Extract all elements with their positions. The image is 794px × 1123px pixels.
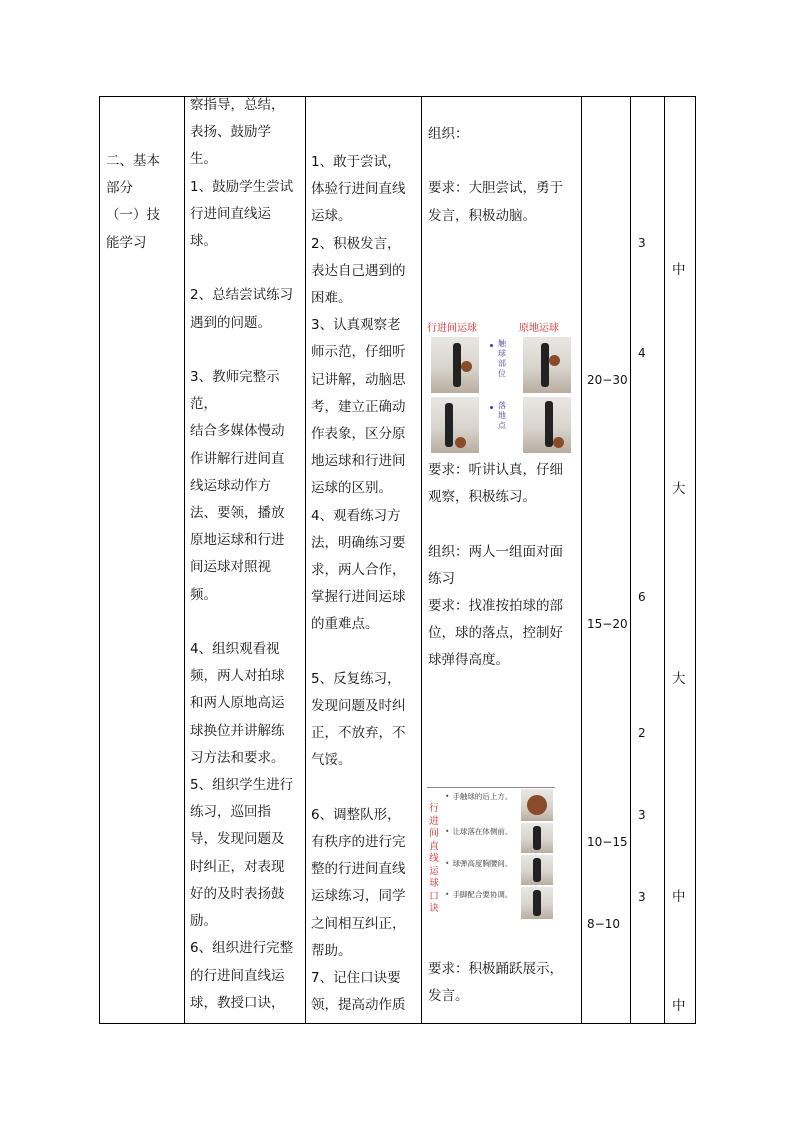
intensity-value-4: 中 [672, 889, 686, 905]
moving-dribble-photo-2 [431, 397, 479, 453]
mnemonic-photo-1 [521, 789, 553, 821]
organization-text-3: 要求：积极踊跃展示， 发言。 [428, 961, 563, 1005]
count-value-6: 3 [638, 890, 646, 904]
student-activity-cell [306, 97, 421, 1023]
mnemonic-title: 行 进 间 直 线 运 球 口 诀 [429, 803, 439, 914]
intensity-value-5: 中 [672, 998, 686, 1014]
mnemonic-cue-4: • 手脚配合要协调。 [445, 890, 512, 899]
student-activity-text: 1、敢于尝试， 体验行进间直线 运球。 2、积极发言， 表达自己遇到的 困难。 3、认真观察老 师示范，仔细听 记讲解，动脑思 考，建立正确动 作表象，区分原 地运球和行进间 运球的区别。 4、观看练习方 法，明确练习要 求，两人合作， 掌握行进间运球 的重难点。 5、反复练习， 发现问题及时纠 正，不放弃，不 气馁。 6、调整队形， 有秩序的进行完 整的行进间直线 运球练习，同学 之间相互纠正， 帮助。 7、记住口诀要 领，提高动作质 [311, 154, 406, 1014]
mnemonic-photo-3 [521, 855, 553, 885]
stationary-dribble-photo-1 [523, 337, 571, 393]
time-cell [582, 97, 630, 1023]
count-cell [631, 97, 664, 1023]
time-value-3: 10−15 [587, 835, 628, 849]
intensity-value-2: 大 [672, 481, 686, 497]
organization-cell [422, 97, 581, 1023]
count-value-1: 3 [638, 236, 646, 250]
mnemonic-cue-3: • 球弹高度胸腰间。 [445, 859, 512, 868]
intensity-cell [665, 97, 696, 1023]
note-touch-position: 触 球 部 位 [498, 339, 506, 378]
lesson-table [99, 96, 696, 1024]
mnemonic-photo-2 [521, 823, 553, 853]
count-value-5: 3 [638, 808, 646, 822]
mnemonic-photo-4 [521, 887, 553, 919]
teacher-activity-cell [185, 97, 305, 1023]
count-value-3: 6 [638, 590, 646, 604]
section-cell [100, 97, 184, 1023]
organization-text-2: 要求：听讲认真，仔细 观察，积极练习。 组织：两人一组面对面 练习 要求：找准按拍球的部 位，球的落点，控制好 球弹得高度。 [428, 462, 563, 669]
mnemonic-cue-2: • 让球落在体侧前。 [445, 827, 512, 836]
count-value-4: 2 [638, 726, 646, 740]
time-value-2: 15−20 [587, 617, 628, 631]
mnemonic-cue-1: • 手触球的后上方。 [445, 792, 512, 801]
time-value-1: 20−30 [587, 373, 628, 387]
intensity-value-3: 大 [672, 671, 686, 687]
count-value-2: 4 [638, 346, 646, 360]
intensity-value-1: 中 [672, 262, 686, 278]
dribble-mnemonic-figure [427, 787, 559, 927]
time-value-4: 8−10 [587, 917, 620, 931]
note-landing-point: 落 地 点 [498, 401, 506, 430]
label-stationary-dribble: 原地运球 [519, 323, 559, 334]
dribble-comparison-figure [427, 323, 577, 455]
label-moving-dribble: 行进间运球 [427, 323, 477, 334]
moving-dribble-photo-1 [431, 337, 479, 393]
section-title: 二、基本 部分 （一）技 能学习 [106, 153, 160, 251]
organization-text-1: 组织： 要求：大胆尝试，勇于 发言，积极动脑。 [428, 126, 563, 224]
teacher-activity-text: 察指导，总结， 表扬、鼓励学 生。 1、鼓励学生尝试 行进间直线运 球。 2、总结尝试练习 遇到的问题。 3、教师完整示 范， 结合多媒体慢动 作讲解行进间直 线运球动作方 法、要领，播放 原地运球和行进 间运球对照视 频。 4、组织观看视 频，两人对拍球 和两人原地高运 球换位并讲解练 习方法和要求。 5、组织学生进行 练习，巡回指 导，发现问题及 时纠正，对表现 好的及时表扬鼓 励。 6、组织进行完整 的行进间直线运 球，教授口诀， [190, 97, 294, 1011]
stationary-dribble-photo-2 [523, 397, 571, 453]
